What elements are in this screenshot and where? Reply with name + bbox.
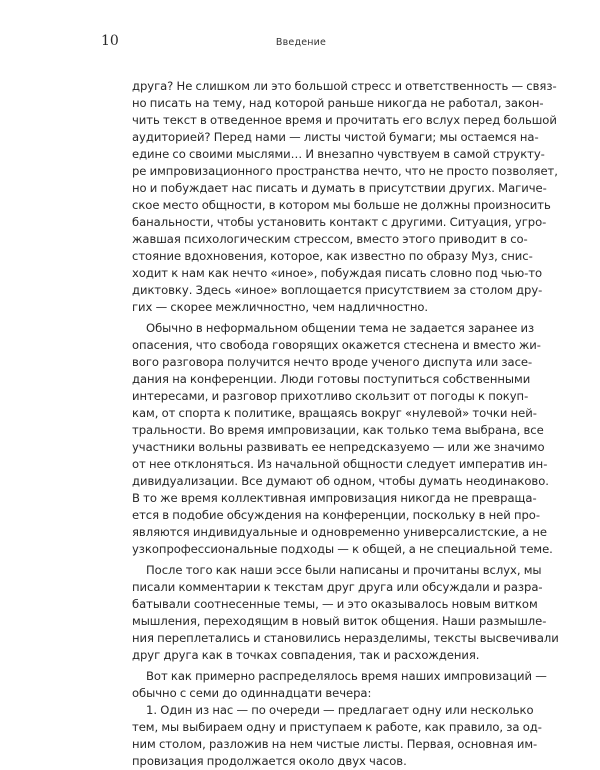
text-line: дания на конференции. Люди готовы поступиться собственными bbox=[132, 372, 531, 386]
text-body bbox=[132, 78, 559, 770]
paragraph-5 bbox=[132, 702, 542, 770]
text-line: опасения, что свобода говорящих окажется стеснена и вместо жи- bbox=[132, 338, 541, 352]
text-line: но и побуждает нас писать и думать в присутствии других. Магиче- bbox=[132, 181, 547, 195]
text-line: стояние вдохновения, которое, как известно по образу Муз, снис- bbox=[132, 249, 533, 263]
text-line: банальности, чтобы установить контакт с другими. Ситуация, угро- bbox=[132, 215, 547, 229]
text-line: диктовку. Здесь «иное» воплощается присутствием за столом дру- bbox=[132, 283, 543, 297]
text-line: узкопрофессиональные подходы — к общей, а не специальной теме. bbox=[132, 542, 553, 556]
text-line: мышления, переходящим в новый виток общения. Наши размышле- bbox=[132, 614, 547, 628]
text-line: но писать на тему, над которой раньше никогда не работал, закон- bbox=[132, 96, 544, 110]
paragraph-3 bbox=[132, 562, 559, 664]
text-line: ре импровизационного пространства нечто, что не просто позволяет, bbox=[132, 164, 558, 178]
text-line: аудиторией? Перед нами — листы чистой бумаги; мы остаемся на- bbox=[132, 130, 539, 144]
text-line: ходит к нам как нечто «иное», побуждая писать словно под чью-то bbox=[132, 266, 543, 280]
text-line: гих — скорее межличностно, чем надличностно. bbox=[132, 300, 429, 314]
text-line: ним столом, разложив на нем чистые листы. Первая, основная им- bbox=[132, 737, 538, 751]
paragraph-4 bbox=[132, 668, 547, 702]
text-line: ется в подобие обсуждения на конференции, поскольку в ней про- bbox=[132, 508, 540, 522]
text-line: вого разговора получится нечто вроде ученого диспута или засе- bbox=[132, 355, 533, 369]
text-line: Вот как примерно распределялось время наших импровизаций — bbox=[146, 669, 547, 683]
text-line: провизация продолжается около двух часов. bbox=[132, 754, 407, 768]
text-line: После того как наши эссе были написаны и прочитаны вслух, мы bbox=[146, 563, 542, 577]
paragraph-1 bbox=[132, 78, 558, 316]
text-line: друга? Не слишком ли это большой стресс и ответственность — связ- bbox=[132, 79, 557, 93]
text-line: Обычно в неформальном общении тема не задается заранее из bbox=[146, 321, 535, 335]
text-line: тральности. Во время импровизации, как только тема выбрана, все bbox=[132, 423, 544, 437]
text-line: ния переплетались и становились неразделимы, тексты высвечивали bbox=[132, 631, 559, 645]
text-line: батывали соотнесенные темы, — и это оказывалось новым витком bbox=[132, 597, 538, 611]
text-line: чить текст в отведенное время и прочитать его вслух перед большой bbox=[132, 113, 557, 127]
text-line: жавшая психологическим стрессом, вместо этого приводит в со- bbox=[132, 232, 528, 246]
paragraph-2 bbox=[132, 320, 553, 558]
text-line: В то же время коллективная импровизация никогда не превраща- bbox=[132, 491, 537, 505]
text-line: обычно с семи до одиннадцати вечера: bbox=[132, 686, 372, 700]
text-line: участники вольны развивать ее непредсказуемо — или же значимо bbox=[132, 440, 545, 454]
text-line: ское место общности, в котором мы больше не должны произносить bbox=[132, 198, 551, 212]
text-line: 1. Один из нас — по очереди — предлагает одну или несколько bbox=[146, 703, 534, 717]
text-line: писали комментарии к текстам друг друга или обсуждали и разра- bbox=[132, 580, 543, 594]
page-number: 10 bbox=[101, 33, 119, 49]
text-line: от нее отклоняться. Из начальной общности следует императив ин- bbox=[132, 457, 548, 471]
text-line: друг друга как в точках совпадения, так и расхождения. bbox=[132, 648, 480, 662]
text-line: кам, от спорта к политике, вращаясь вокруг «нулевой» точки ней- bbox=[132, 406, 537, 420]
text-line: тем, мы выбираем одну и приступаем к работе, как правило, за од- bbox=[132, 720, 542, 734]
running-head: Введение bbox=[275, 37, 327, 48]
text-line: дивидуализации. Все думают об одном, чтобы думать неодинаково. bbox=[132, 474, 549, 488]
text-line: интересами, и разговор прихотливо скользит от погоды к покуп- bbox=[132, 389, 529, 403]
text-line: являются индивидуальные и одновременно универсалистские, а не bbox=[132, 525, 548, 539]
text-line: едине со своими мыслями… И внезапно чувствуем в самой структу- bbox=[132, 147, 545, 161]
